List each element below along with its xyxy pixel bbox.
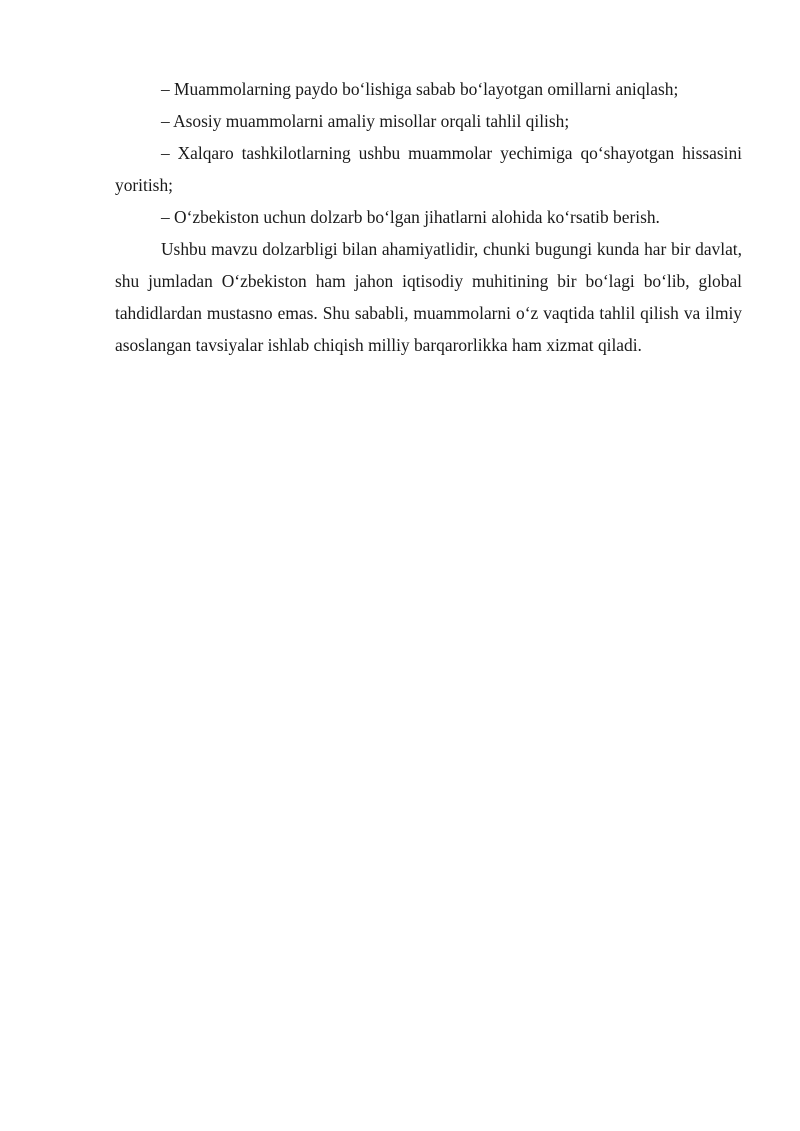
- list-item: – Muammolarning paydo bo‘lishiga sabab bo‘layotgan omillarni aniqlash;: [161, 79, 679, 99]
- document-body: [115, 73, 742, 361]
- body-paragraph: Ushbu mavzu dolzarbligi bilan ahamiyatlidir, chunki bugungi kunda har bir davlat, shu jumladan O‘zbekiston ham jahon iqtisodiy muhitining bir bo‘lagi bo‘lib, global tahdidlardan mustasno emas. Shu sababli, muammolarni o‘z vaqtida tahlil qilish va ilmiy asoslangan tavsiyalar ishlab chiqish milliy barqarorlikka ham xizmat qiladi.: [115, 239, 742, 355]
- list-item: – Xalqaro tashkilotlarning ushbu muammolar yechimiga qo‘shayotgan hissasini yoritish;: [115, 143, 742, 195]
- list-item: – Asosiy muammolarni amaliy misollar orqali tahlil qilish;: [161, 111, 570, 131]
- list-item: – O‘zbekiston uchun dolzarb bo‘lgan jihatlarni alohida ko‘rsatib berish.: [161, 207, 660, 227]
